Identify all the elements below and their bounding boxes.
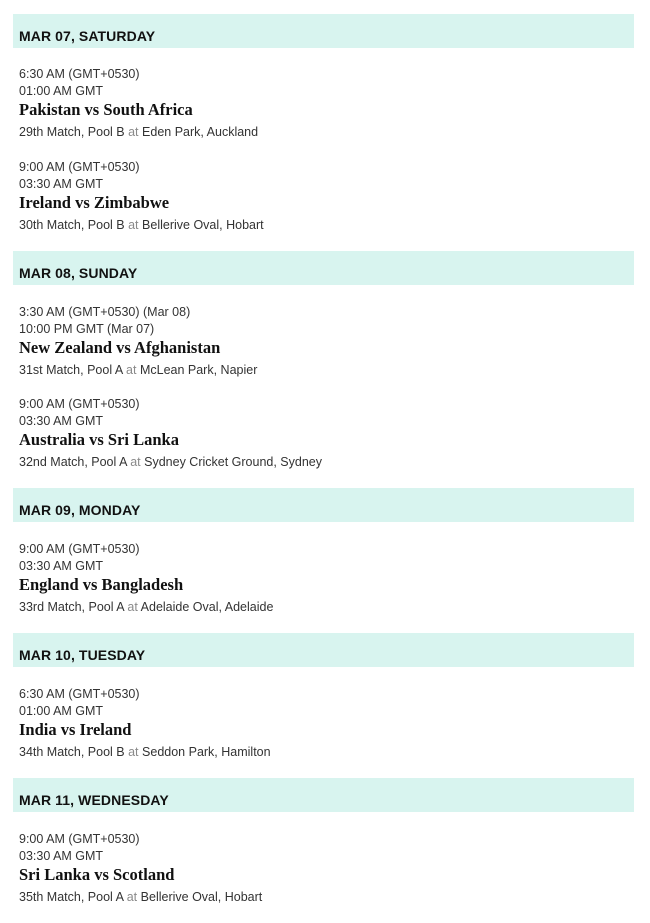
- local-time: 6:30 AM (GMT+0530): [19, 687, 140, 701]
- day-label: MAR 07, SATURDAY: [19, 28, 156, 44]
- match-venue-line: [19, 217, 619, 234]
- at-label: at: [130, 455, 141, 469]
- match-info: 32nd Match, Pool A: [19, 455, 127, 469]
- match-venue-line: [19, 889, 619, 906]
- match-teams[interactable]: New Zealand vs Afghanistan: [19, 338, 221, 357]
- at-label: at: [126, 363, 137, 377]
- match-teams[interactable]: Ireland vs Zimbabwe: [19, 193, 170, 212]
- match-venue-line: [19, 454, 619, 471]
- match-venue-line: [19, 124, 619, 141]
- gmt-time: 03:30 AM GMT: [19, 414, 104, 428]
- day-header: [13, 633, 634, 667]
- venue: Seddon Park, Hamilton: [142, 745, 271, 759]
- gmt-time: 01:00 AM GMT: [19, 704, 104, 718]
- venue: Bellerive Oval, Hobart: [140, 890, 263, 904]
- day-header: [13, 488, 634, 522]
- at-label: at: [126, 890, 138, 904]
- match-teams[interactable]: Australia vs Sri Lanka: [19, 430, 179, 449]
- match-item: [19, 396, 619, 471]
- match-info: 31st Match, Pool A: [19, 363, 123, 377]
- day-label: MAR 11, WEDNESDAY: [19, 792, 169, 808]
- match-item: [19, 541, 619, 616]
- match-venue-line: [19, 362, 619, 379]
- match-venue-line: [19, 744, 619, 761]
- at-label: at: [128, 125, 139, 139]
- venue: McLean Park, Napier: [139, 363, 258, 377]
- at-label: at: [128, 745, 139, 759]
- day-header: [13, 14, 634, 48]
- match-info: 29th Match, Pool B: [19, 125, 125, 139]
- match-item: [19, 159, 619, 234]
- gmt-time: 03:30 AM GMT: [19, 559, 104, 573]
- local-time: 6:30 AM (GMT+0530): [19, 67, 140, 81]
- match-teams[interactable]: Pakistan vs South Africa: [19, 100, 193, 119]
- match-teams[interactable]: India vs Ireland: [19, 720, 132, 739]
- local-time: 3:30 AM (GMT+0530) (Mar 08): [19, 305, 191, 319]
- venue: Bellerive Oval, Hobart: [142, 218, 264, 232]
- gmt-time: 01:00 AM GMT: [19, 84, 104, 98]
- local-time: 9:00 AM (GMT+0530): [19, 832, 140, 846]
- at-label: at: [127, 600, 138, 614]
- day-label: MAR 08, SUNDAY: [19, 265, 138, 281]
- match-teams[interactable]: England vs Bangladesh: [19, 575, 184, 594]
- gmt-time: 10:00 PM GMT (Mar 07): [19, 322, 155, 336]
- match-info: 30th Match, Pool B: [19, 218, 125, 232]
- gmt-time: 03:30 AM GMT: [19, 177, 104, 191]
- match-info: 33rd Match, Pool A: [19, 600, 124, 614]
- match-item: [19, 686, 619, 761]
- venue: Eden Park, Auckland: [142, 125, 259, 139]
- at-label: at: [128, 218, 139, 232]
- day-label: MAR 09, MONDAY: [19, 502, 141, 518]
- venue: Adelaide Oval, Adelaide: [140, 600, 274, 614]
- match-venue-line: [19, 599, 619, 616]
- match-item: [19, 66, 619, 141]
- day-header: [13, 251, 634, 285]
- match-item: [19, 831, 619, 906]
- local-time: 9:00 AM (GMT+0530): [19, 542, 140, 556]
- match-teams[interactable]: Sri Lanka vs Scotland: [19, 865, 175, 884]
- match-info: 35th Match, Pool A: [19, 890, 124, 904]
- day-label: MAR 10, TUESDAY: [19, 647, 146, 663]
- gmt-time: 03:30 AM GMT: [19, 849, 104, 863]
- day-header: [13, 778, 634, 812]
- match-info: 34th Match, Pool B: [19, 745, 125, 759]
- venue: Sydney Cricket Ground, Sydney: [144, 455, 322, 469]
- local-time: 9:00 AM (GMT+0530): [19, 160, 140, 174]
- match-item: [19, 304, 619, 379]
- local-time: 9:00 AM (GMT+0530): [19, 397, 140, 411]
